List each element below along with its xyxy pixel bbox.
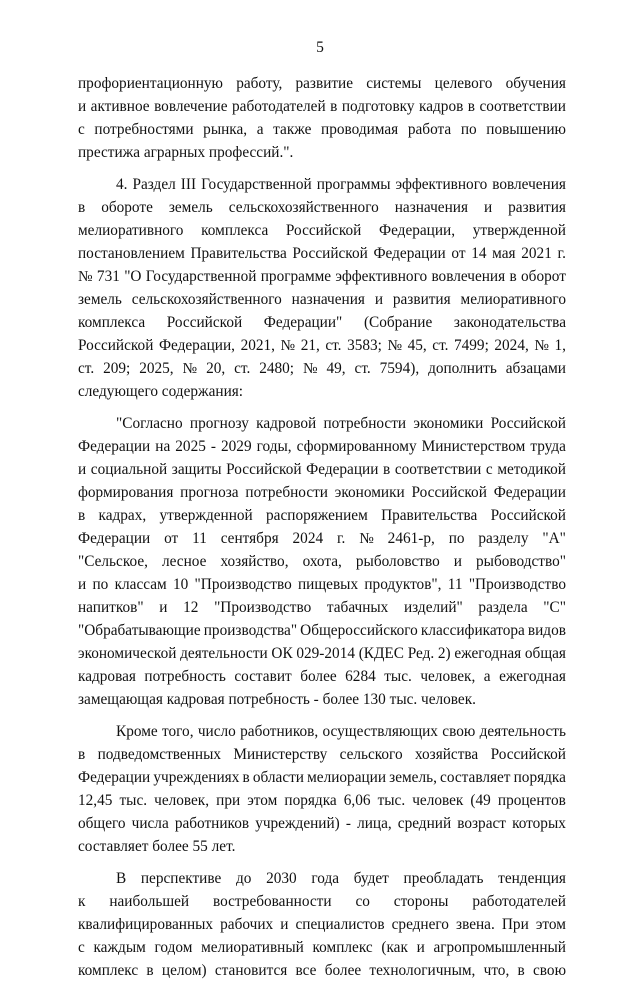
text-line: общего числа работников учреждений) - лица, средний возраст которых [78,815,566,832]
text-line: "Обрабатывающие производства" Общероссийского классификатора видов [78,622,566,639]
text-line: Федерации от 11 сентября 2024 г. № 2461-р, по разделу "А" [78,530,566,547]
text-line: профориентационную работу, развитие системы целевого обучения [78,75,566,92]
paragraph-gap [78,858,566,867]
text-line: и социальной защиты Российской Федерации в соответствии с методикой [78,461,566,478]
text-line: с потребностями рынка, а также проводимая работа по повышению [78,121,566,138]
text-line: земель сельскохозяйственного назначения и развития мелиоративного [78,291,566,308]
paragraph-gap [78,403,566,412]
text-line: с каждым годом мелиоративный комплекс (как и агропромышленный [78,939,566,956]
text-line: 4. Раздел III Государственной программы эффективного вовлечения [116,176,566,193]
text-line: "Согласно прогнозу кадровой потребности экономики Российской [116,415,566,432]
text-line: мелиоративного комплекса Российской Федерации, утвержденной [78,222,566,239]
text-line: к наибольшей востребованности со стороны работодателей [78,893,566,910]
text-line: Кроме того, число работников, осуществляющих свою деятельность [116,723,566,740]
text-line: комплекс в целом) становится все более технологичным, что, в свою [78,962,566,979]
page-number: 5 [316,39,324,56]
text-line: 12,45 тыс. человек, при этом порядка 6,06 тыс. человек (49 процентов [78,792,566,809]
text-line: формирования прогноза потребности экономики Российской Федерации [78,484,566,501]
text-line: ст. 209; 2025, № 20, ст. 2480; № 49, ст. 7594), дополнить абзацами [78,360,566,377]
text-line: в обороте земель сельскохозяйственного назначения и развития [78,199,566,216]
text-line: в кадрах, утвержденной распоряжением Правительства Российской [78,507,566,524]
text-line: квалифицированных рабочих и специалистов среднего звена. При этом [78,916,566,933]
text-line: и активное вовлечение работодателей в подготовку кадров в соответствии [78,98,566,115]
paragraph [78,720,566,858]
text-line: комплекса Российской Федерации" (Собрание законодательства [78,314,566,331]
text-line: престижа аграрных профессий.". [78,144,294,161]
paragraph [78,412,566,711]
text-line: В перспективе до 2030 года будет преобладать тенденция [116,870,566,887]
paragraph [78,173,566,403]
paragraph-gap [78,164,566,173]
text-line: в подведомственных Министерству сельского хозяйства Российской [78,746,566,763]
text-line: постановлением Правительства Российской Федерации от 14 мая 2021 г. [78,245,566,262]
paragraph [78,867,566,982]
text-line: "Сельское, лесное хозяйство, охота, рыболовство и рыбоводство" [78,553,566,570]
text-line: Федерации на 2025 - 2029 годы, сформированному Министерством труда [78,438,566,455]
paragraph [78,72,566,164]
paragraph-gap [78,711,566,720]
document-body [78,72,566,982]
text-line: кадровая потребность составит более 6284 тыс. человек, а ежегодная [78,668,566,685]
text-line: составляет более 55 лет. [78,838,236,855]
text-line: и по классам 10 "Производство пищевых продуктов", 11 "Производство [78,576,566,593]
text-line: следующего содержания: [78,383,244,400]
text-line: № 731 "О Государственной программе эффективного вовлечения в оборот [78,268,566,285]
text-line: экономической деятельности ОК 029-2014 (КДЕС Ред. 2) ежегодная общая [78,645,566,662]
text-line: Федерации учреждениях в области мелиорации земель, составляет порядка [78,769,566,786]
text-line: Российской Федерации, 2021, № 21, ст. 3583; № 45, ст. 7499; 2024, № 1, [78,337,566,354]
text-line: замещающая кадровая потребность - более 130 тыс. человек. [78,691,476,708]
text-line: напитков" и 12 "Производство табачных изделий" раздела "С" [78,599,566,616]
